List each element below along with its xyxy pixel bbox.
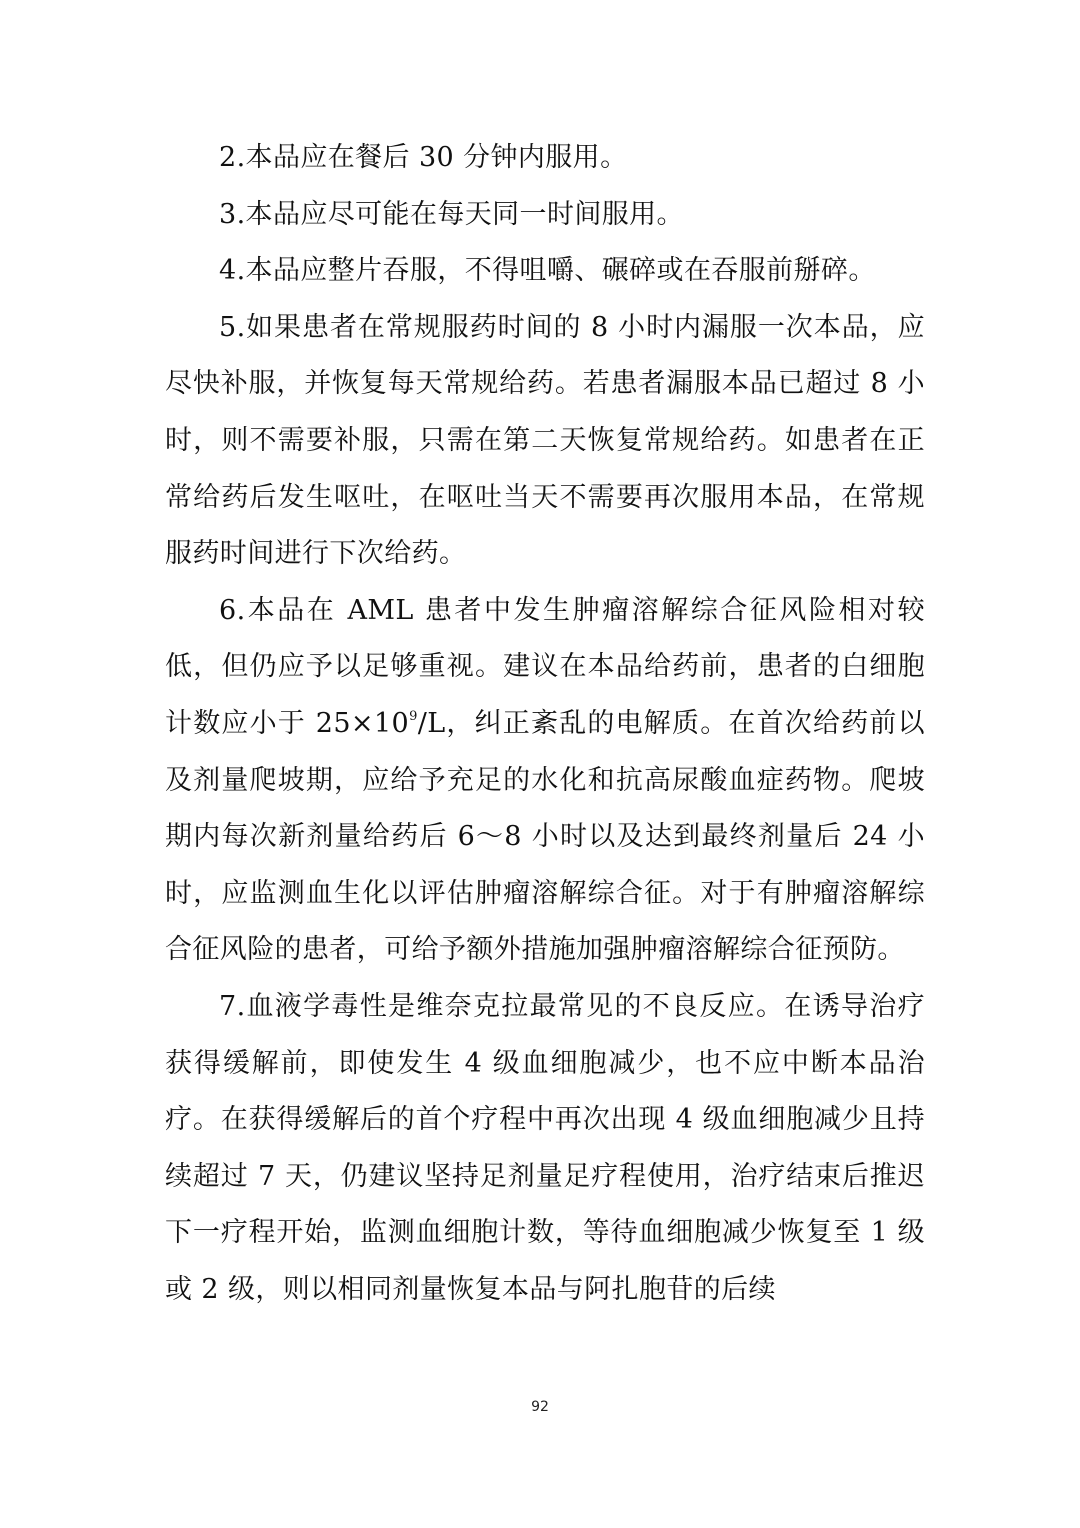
- paragraph-item-2: 2.本品应在餐后 30 分钟内服用。: [219, 142, 628, 173]
- paragraph-6-text-after-superscript: /L，纠正紊乱的电解质。在首次给药前以及剂量爬坡期，应给予充足的水化和抗高尿酸血症药物。爬坡期内每次新剂量给药后 6～8 小时以及达到最终剂量后 24 小时，应监测血生化以评估肿瘤溶解综合征。对于有肿瘤溶解综合征风险的患者，可给予额外措施加强肿瘤溶解综合征预防。: [165, 707, 925, 966]
- paragraph-item-6: [165, 583, 925, 979]
- exponent-superscript: 9: [409, 708, 418, 724]
- paragraph-item-4: 4.本品应整片吞服，不得咀嚼、碾碎或在吞服前掰碎。: [219, 255, 876, 287]
- paragraph-6-text-before-superscript: 6.本品在 AML 患者中发生肿瘤溶解综合征风险相对较低，但仍应予以足够重视。建议在本品给药前，患者的白细胞计数应小于 25×10: [165, 594, 925, 739]
- paragraph-item-5: 5.如果患者在常规服药时间的 8 小时内漏服一次本品，应尽快补服，并恢复每天常规给药。若患者漏服本品已超过 8 小时，则不需要补服，只需在第二天恢复常规给药。如患者在正常给药后发生呕吐，在呕吐当天不需要再次服用本品，在常规服药时间进行下次给药。: [165, 311, 925, 570]
- page-number: 92: [531, 1399, 549, 1415]
- paragraph-item-7: 7.血液学毒性是维奈克拉最常见的不良反应。在诱导治疗获得缓解前，即使发生 4 级血细胞减少，也不应中断本品治疗。在获得缓解后的首个疗程中再次出现 4 级血细胞减少且持续超过 7 天，仍建议坚持足剂量足疗程使用，治疗结束后推迟下一疗程开始，监测血细胞计数，等待血细胞减少恢复至 1 级或 2 级，则以相同剂量恢复本品与阿扎胞苷的后续: [165, 990, 925, 1305]
- paragraph-item-3: 3.本品应尽可能在每天同一时间服用。: [219, 198, 684, 230]
- document-body: [165, 130, 925, 1318]
